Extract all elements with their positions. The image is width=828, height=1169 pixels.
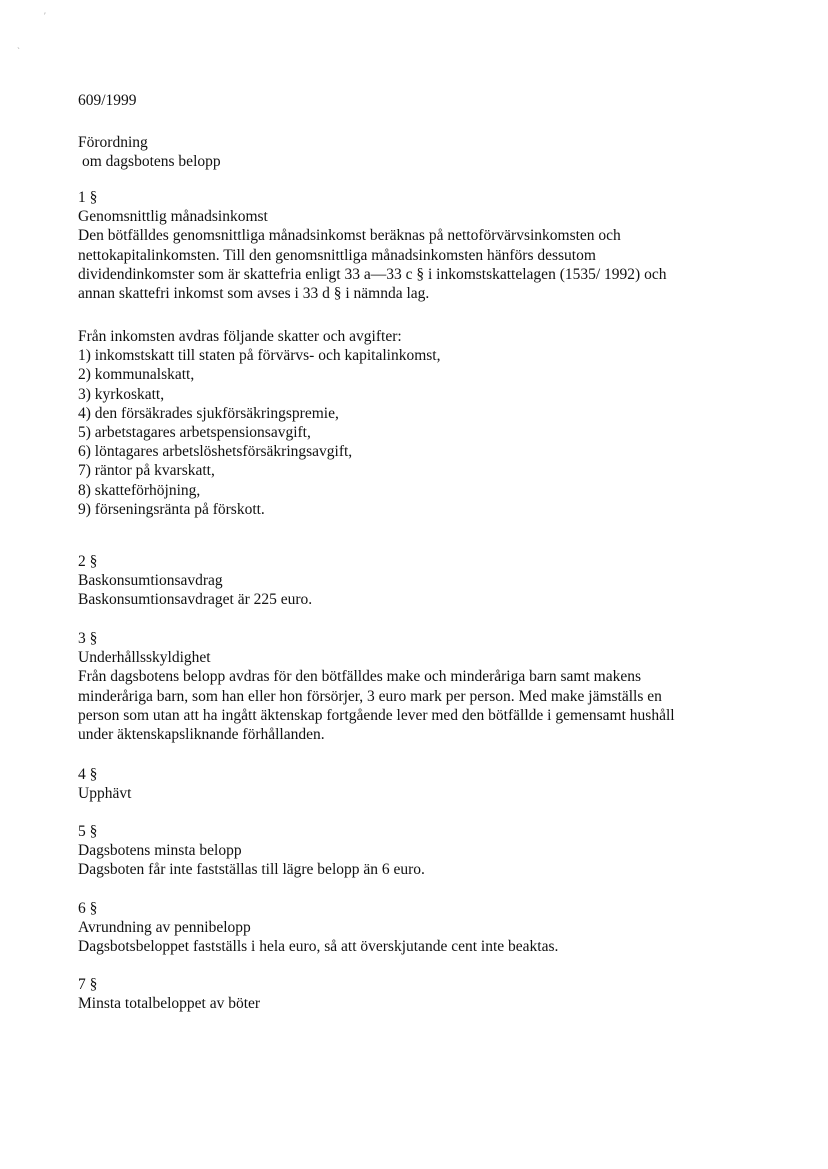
list-item: 3) kyrkoskatt,	[78, 385, 165, 403]
section-number: 2 §	[78, 553, 98, 570]
deductions-list	[78, 327, 440, 519]
section-7	[78, 975, 260, 1013]
list-item: 6) löntagares arbetslöshetsförsäkringsavgift,	[78, 443, 353, 461]
list-item: 8) skatteförhöjning,	[78, 481, 201, 499]
paragraph-line: under äktenskapsliknande förhållanden.	[78, 726, 325, 744]
doc-number	[78, 91, 137, 110]
paragraph-line: Baskonsumtionsavdraget är 225 euro.	[78, 591, 313, 609]
list-item: 1) inkomstskatt till staten på förvärvs- och kapitalinkomst,	[78, 347, 441, 365]
list-item: 5) arbetstagares arbetspensionsavgift,	[78, 424, 311, 442]
section-5	[78, 822, 425, 880]
doc-number-text: 609/1999	[78, 92, 137, 109]
section-number: 6 §	[78, 900, 98, 917]
list-item: 7) räntor på kvarskatt,	[78, 462, 215, 480]
section-heading: Baskonsumtionsavdrag	[78, 572, 223, 590]
section-number: 3 §	[78, 630, 98, 647]
paragraph-line: Den bötfälldes genomsnittliga månadsinkomst beräknas på nettoförvärvsinkomsten och	[78, 227, 621, 245]
section-heading: Genomsnittlig månadsinkomst	[78, 208, 268, 226]
section-4	[78, 765, 131, 803]
section-number: 7 §	[78, 976, 98, 993]
list-intro: Från inkomsten avdras följande skatter och avgifter:	[78, 328, 402, 345]
paragraph-line: Från dagsbotens belopp avdras för den bötfälldes make och minderåriga barn samt makens	[78, 668, 641, 686]
paragraph-line: minderåriga barn, som han eller hon försörjer, 3 euro mark per person. Med make jämställs en	[78, 687, 662, 705]
section-1	[78, 188, 666, 303]
paragraph-line: person som utan att ha ingått äktenskap fortgående lever med den bötfällde i gemensamt hushåll	[78, 706, 675, 724]
section-heading: Upphävt	[78, 785, 132, 803]
scan-speck: ′	[44, 11, 46, 21]
section-3	[78, 629, 675, 744]
paragraph-line: Dagsbotsbeloppet fastställs i hela euro, så att överskjutande cent inte beaktas.	[78, 938, 559, 956]
title-line-1: Förordning	[78, 134, 148, 151]
section-heading: Dagsbotens minsta belopp	[78, 842, 242, 860]
list-item: 9) förseningsränta på förskott.	[78, 500, 265, 518]
section-heading: Underhållsskyldighet	[78, 649, 211, 667]
section-number: 5 §	[78, 823, 98, 840]
section-number: 1 §	[78, 189, 98, 206]
doc-title	[78, 133, 221, 171]
section-2	[78, 552, 312, 610]
paragraph-line: dividendinkomster som är skattefria enligt 33 a—33 c § i inkomstskattelagen (1535/ 1992) och	[78, 265, 667, 283]
paragraph-line: nettokapitalinkomsten. Till den genomsnittliga månadsinkomsten hänförs dessutom	[78, 246, 596, 264]
paragraph-line: Dagsboten får inte fastställas till lägre belopp än 6 euro.	[78, 861, 425, 879]
section-heading: Avrundning av pennibelopp	[78, 919, 251, 937]
section-heading: Minsta totalbeloppet av böter	[78, 995, 261, 1013]
title-line-2: om dagsbotens belopp	[82, 153, 221, 171]
list-item: 4) den försäkrades sjukförsäkringspremie,	[78, 404, 339, 422]
section-number: 4 §	[78, 766, 98, 783]
list-item: 2) kommunalskatt,	[78, 366, 195, 384]
section-6	[78, 899, 558, 957]
paragraph-line: annan skattefri inkomst som avses i 33 d § i nämnda lag.	[78, 285, 430, 303]
scan-speck: ˏ	[17, 39, 20, 49]
